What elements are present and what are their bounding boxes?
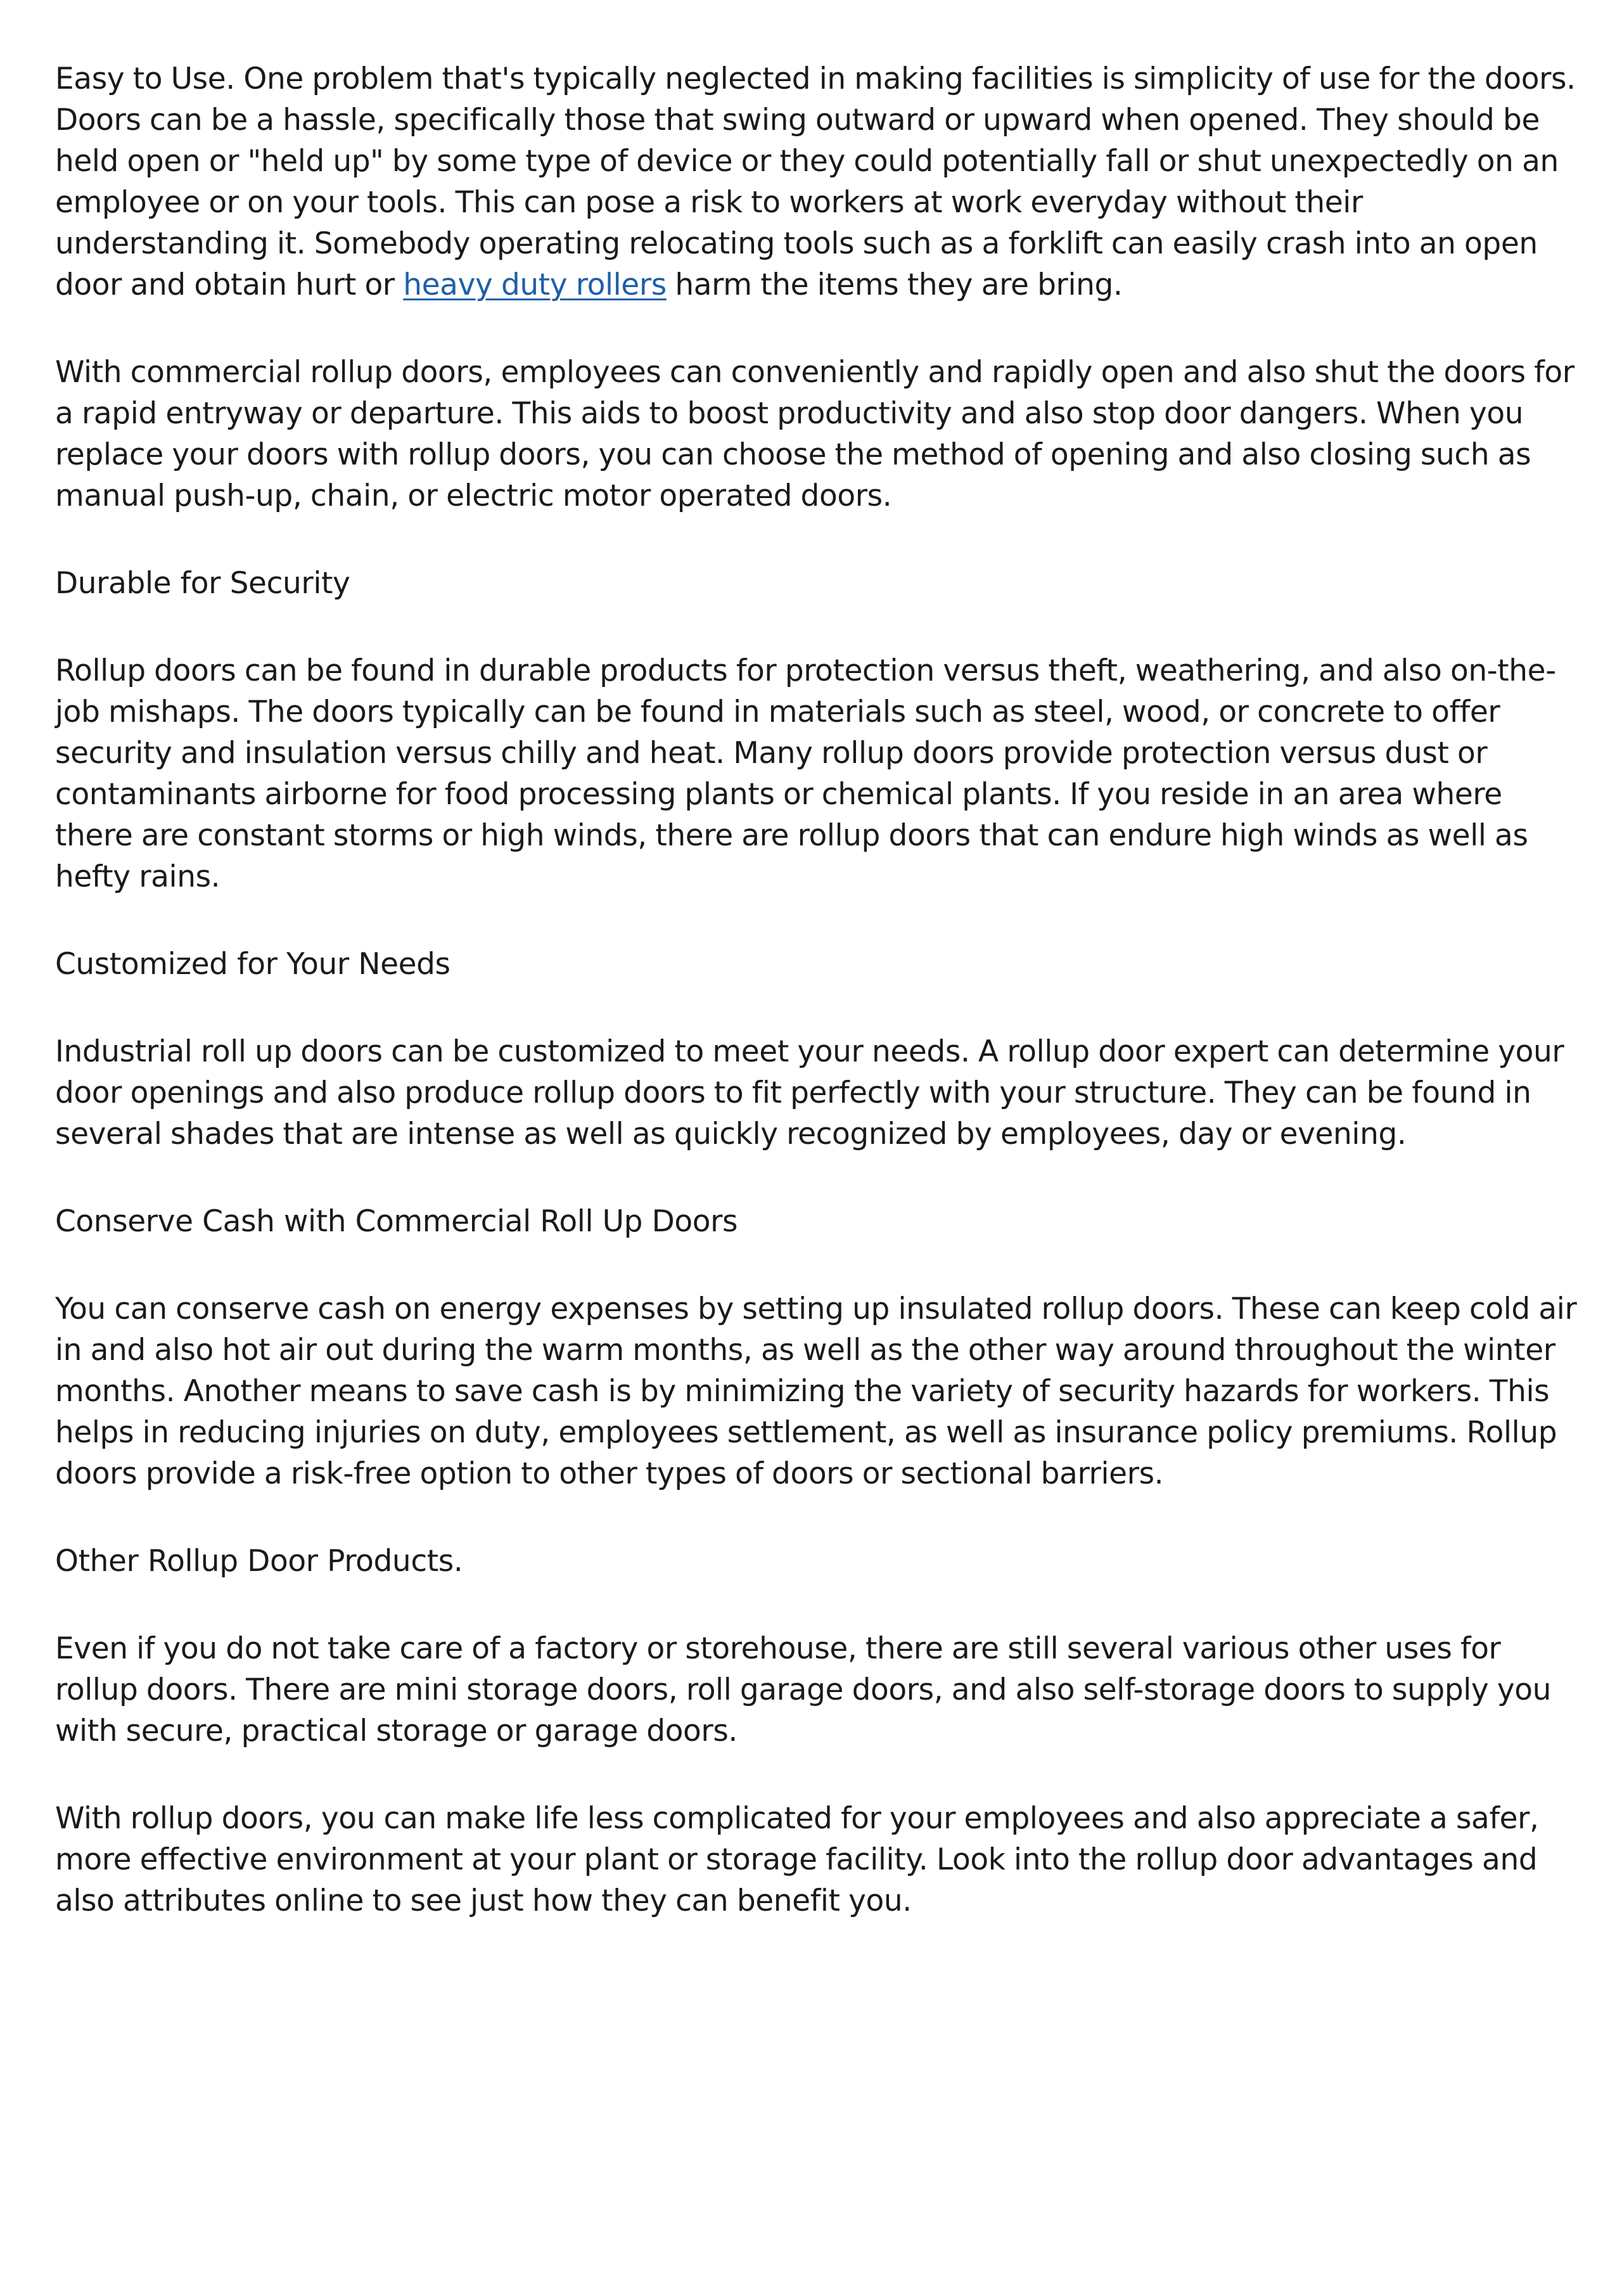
heading-customized-for-your-needs: Customized for Your Needs: [55, 947, 450, 982]
paragraph-text: Easy to Use. One problem that's typically neglected in making facilities is simplicity of use for the doors. Doors can be a hassle, specifically those that swing outward or upward when opened. They should be held open or "held up" by some type of device or they could potentially fall or shut unexpectedly on an employee or on your tools. This can pose a risk to workers at work everyday without their understanding it. Somebody operating relocating tools such as a forklift can easily crash into an open door and obtain hurt or: [55, 61, 1576, 302]
paragraph-easy-to-use: [55, 58, 1582, 305]
document-body: [55, 58, 1582, 1968]
paragraph-commercial-rollup: With commercial rollup doors, employees can conveniently and rapidly open and also shut the doors for a rapid entryway or departure. This aids to boost productivity and also stop door dangers. When you replace your doors with rollup doors, you can choose the method of opening and also closing such as manual push-up, chain, or electric motor operated doors.: [55, 355, 1574, 513]
paragraph-other-uses: Even if you do not take care of a factory or storehouse, there are still several various other uses for rollup doors. There are mini storage doors, roll garage doors, and also self-storage doors to supply you with secure, practical storage or garage doors.: [55, 1631, 1552, 1748]
heading-durable-for-security: Durable for Security: [55, 566, 350, 601]
heavy-duty-rollers-link[interactable]: heavy duty rollers: [403, 267, 667, 302]
paragraph-text: harm the items they are bring.: [666, 267, 1123, 302]
heading-other-rollup-products: Other Rollup Door Products.: [55, 1544, 463, 1579]
heading-conserve-cash: Conserve Cash with Commercial Roll Up Doors: [55, 1204, 738, 1239]
paragraph-conclusion: With rollup doors, you can make life less complicated for your employees and also appreciate a safer, more effective environment at your plant or storage facility. Look into the rollup door advantages and also attributes online to see just how they can benefit you.: [55, 1801, 1539, 1918]
paragraph-conserve-cash: You can conserve cash on energy expenses by setting up insulated rollup doors. These can keep cold air in and also hot air out during the warm months, as well as the other way around throughout the winter months. Another means to save cash is by minimizing the variety of security hazards for workers. This helps in reducing injuries on duty, employees settlement, as well as insurance policy premiums. Rollup doors provide a risk-free option to other types of doors or sectional barriers.: [55, 1292, 1577, 1491]
paragraph-durable-products: Rollup doors can be found in durable products for protection versus theft, weathering, and also on-the-job mishaps. The doors typically can be found in materials such as steel, wood, or concrete to offer security and insulation versus chilly and heat. Many rollup doors provide protection versus dust or contaminants airborne for food processing plants or chemical plants. If you reside in an area where there are constant storms or high winds, there are rollup doors that can endure high winds as well as hefty rains.: [55, 653, 1556, 894]
paragraph-customized: Industrial roll up doors can be customized to meet your needs. A rollup door expert can determine your door openings and also produce rollup doors to fit perfectly with your structure. They can be found in several shades that are intense as well as quickly recognized by employees, day or evening.: [55, 1034, 1564, 1151]
